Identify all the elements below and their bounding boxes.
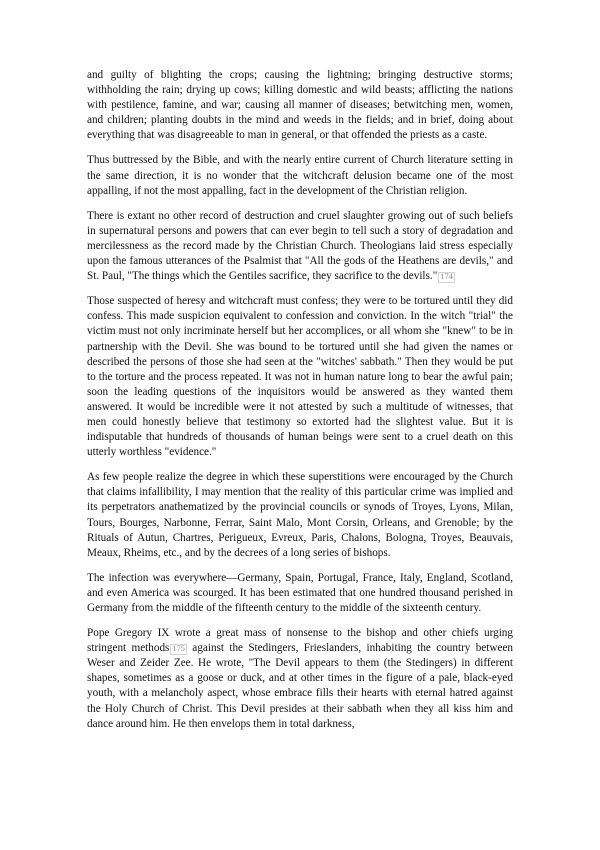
paragraph-4: Those suspected of heresy and witchcraft must confess; they were to be tortured until they did confess. This made suspicion equivalent to confession and conviction. In the witch "trial" the victim must not only incriminate herself but her accomplices, or all whom she "knew" to be in partnership with the Devil. She was bound to be tortured until she had given the names or described the persons of those she had seen at the "witches' sabbath." Then they would be put to the torture and the process repeated. It was not in human nature long to bear the awful pain; soon the leading questions of the inquisitors would be answered as they wanted them answered. It would be incredible were it not attested by such a multitude of witnesses, that men could honestly believe that testimony so extorted had the slightest value. But it is indisputable that hundreds of thousands of human beings were sent to a cruel death on this utterly worthless "evidence." [87, 295, 513, 459]
paragraph-7-text: Pope Gregory IX wrote a great mass of nonsense to the bishop and other chiefs urging stringent methods [87, 627, 513, 655]
paragraph-7-text-tail: against the Stedingers, Frieslanders, inhabiting the country between Weser and Zeider Zee. He wrote, "The Devil appears to them (the Stedingers) in different shapes, sometimes as a goose or duck, and at other times in the figure of a pale, black-eyed youth, with a melancholy aspect, whose embrace fills their hearts with eternal hatred against the Holy Church of Christ. This Devil presides at their sabbath when they all kiss him and dance around him. He then envelops them in total darkness, [87, 642, 514, 730]
paragraph-6: The infection was everywhere—Germany, Spain, Portugal, France, Italy, England, Scotland, and even America was scourged. It has been estimated that one hundred thousand perished in Germany from the middle of the fifteenth century to the middle of the sixteenth century. [87, 571, 513, 614]
paragraph-5: As few people realize the degree in which these superstitions were encouraged by the Church that claims infallibility, I may mention that the reality of this particular crime was implied and its perpetrators anathematized by the provincial councils or synods of Troyes, Lyons, Milan, Tours, Bourges, Narbonne, Ferrar, Saint Malo, Mont Corsin, Orleans, and Grenoble; by the Rituals of Autun, Chartres, Perigueux, Evreux, Paris, Chalons, Bologna, Troyes, Beauvais, Meaux, Rheims, etc., and by the decrees of a long series of bishops. [87, 471, 513, 559]
footnote-ref-174[interactable]: 174 [440, 272, 453, 282]
paragraph-3 [87, 209, 513, 284]
footnote-ref-175[interactable]: 175 [172, 644, 185, 654]
document-body [87, 68, 513, 732]
paragraph-3-text: There is extant no other record of destruction and cruel slaughter growing out of such beliefs in supernatural persons and powers that can ever begin to tell such a story of degradation and mercilessness as the record made by the Christian Church. Theologians laid stress especially upon the famous utterances of the Psalmist that "All the gods of the Heathens are devils," and St. Paul, "The things which the Gentiles sacrifice, they sacrifice to the devils." [87, 209, 513, 283]
paragraph-1: and guilty of blighting the crops; causing the lightning; bringing destructive storms; withholding the rain; drying up cows; killing domestic and wild beasts; afflicting the nations with pestilence, famine, and war; causing all manner of diseases; betwitching men, women, and children; planting doubts in the mind and weeds in the fields; and in brief, doing about everything that was disagreeable to man in general, or that offended the priests as a caste. [87, 69, 513, 142]
paragraph-2: Thus buttressed by the Bible, and with the nearly entire current of Church literature setting in the same direction, it is no wonder that the witchcraft delusion became one of the most appalling, if not the most appalling, fact in the development of the Christian religion. [87, 154, 513, 197]
paragraph-7 [87, 626, 513, 732]
